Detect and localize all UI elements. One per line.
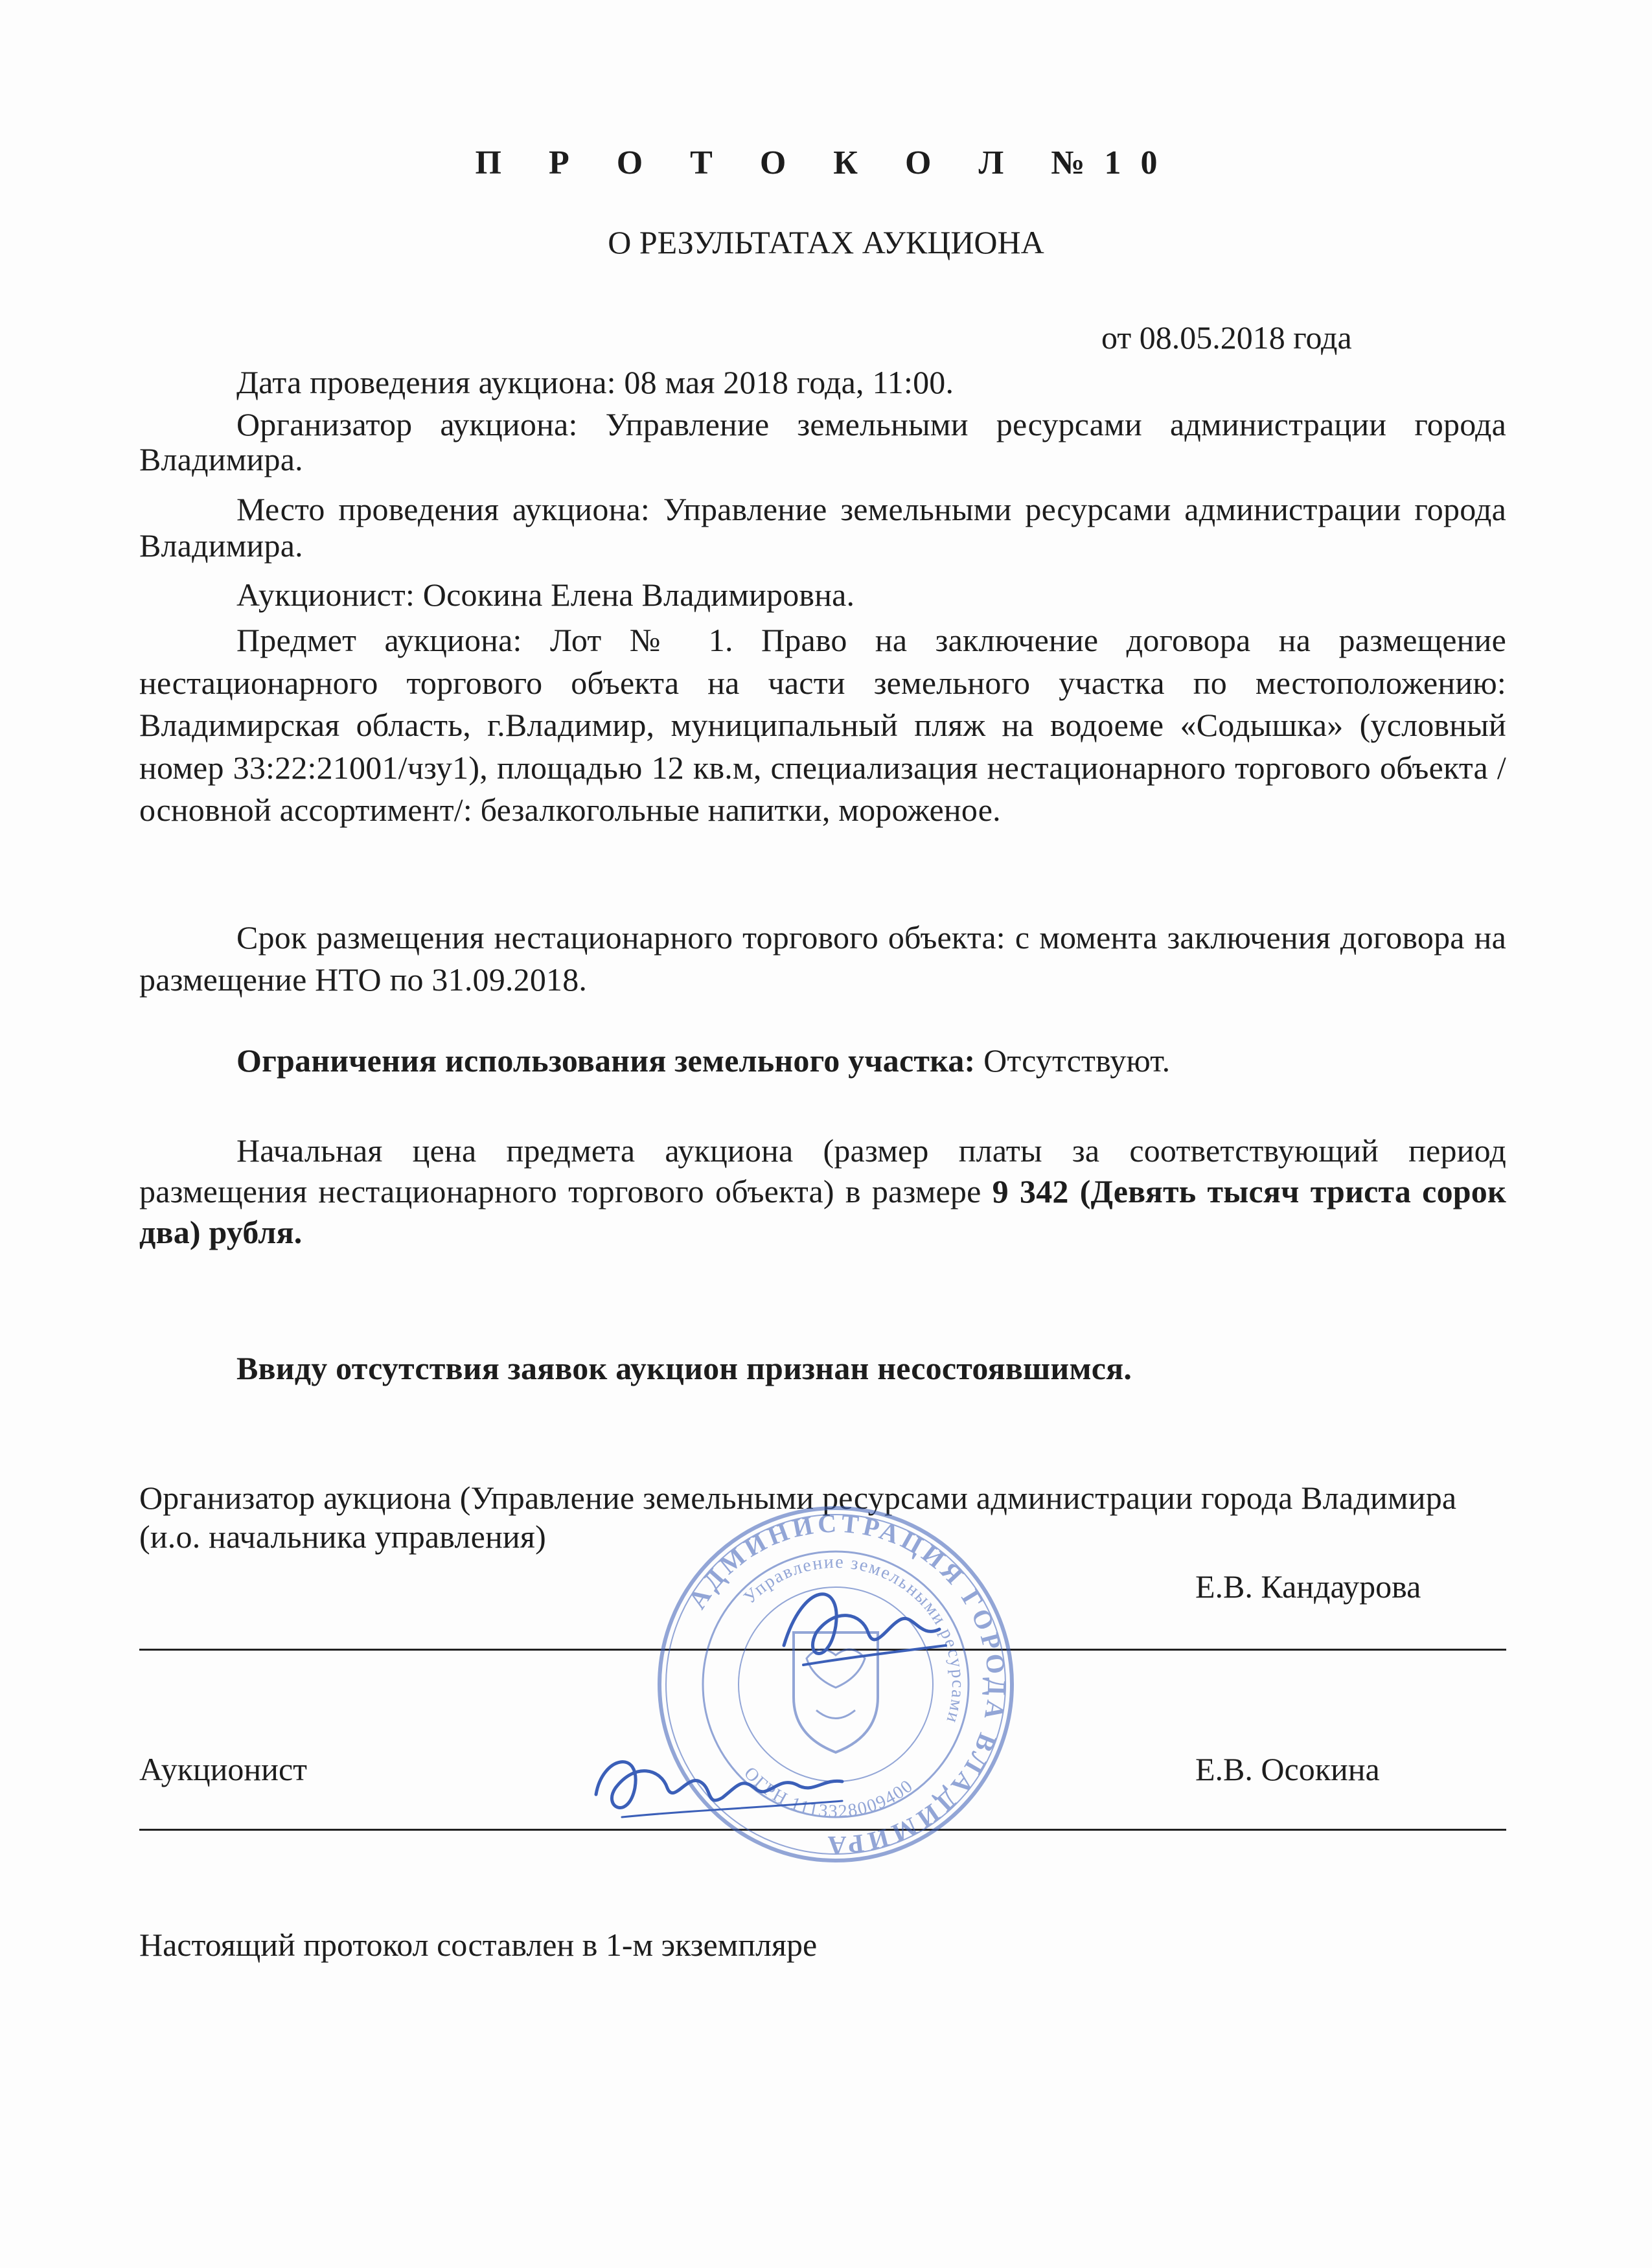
organizer-signature-name: Е.В. Кандаурова [1195,1568,1421,1605]
price-amount: 9 342 (Девять тысяч триста сорок два) рубля. [139,1173,1506,1250]
price-text: Начальная цена предмета аукциона (размер платы за соответствующий период размещения нестационарного торгового объекта) в размере [139,1132,1506,1209]
restrictions-paragraph [139,1043,1506,1078]
stamp-outer-text: АДМИНИСТРАЦИЯ ГОРОДА ВЛАДИМИРА [682,1508,1012,1861]
auctioneer-paragraph: Аукционист: Осокина Елена Владимировна. [236,577,855,613]
document-subtitle: О РЕЗУЛЬТАТАХ АУКЦИОНА [608,224,1044,260]
venue-paragraph: Место проведения аукциона: Управление земельными ресурсами администрации города Владимира. [139,491,1506,564]
term-paragraph: Срок размещения нестационарного торгового объекта: с момента заключения договора на размещение НТО по 31.09.2018. [139,919,1506,998]
auction-date-paragraph: Дата проведения аукциона: 08 мая 2018 года, 11:00. [236,364,954,400]
organizer-signature-label: Организатор аукциона (Управление земельными ресурсами администрации города Владимира (и.о. начальника управления) [139,1480,1457,1555]
price-paragraph [139,1130,1506,1253]
copies-note: Настоящий протокол составлен в 1-м экземпляре [139,1927,818,1963]
result-paragraph: Ввиду отсутствия заявок аукцион признан несостоявшимся. [236,1350,1132,1386]
stamp-inner-text: Управление земельными ресурсами [740,1552,969,1726]
document-date: от 08.05.2018 года [1101,319,1352,356]
organizer-paragraph: Организатор аукциона: Управление земельными ресурсами администрации города Владимира. [139,406,1506,477]
restrictions-value: Отсутствуют. [975,1042,1171,1079]
auctioneer-signature-name: Е.В. Осокина [1195,1751,1380,1787]
auctioneer-signature-label: Аукционист [139,1751,307,1787]
stamp-ogrn-text: ОГРН 1113328009400 [740,1763,917,1822]
subject-paragraph: Предмет аукциона: Лот № 1. Право на заключение договора на размещение нестационарного торгового объекта на части земельного участка по местоположению: Владимирская область, г.Владимир, муниципальный пляж на водоеме «Содышка» (условный номер 33:22:21001/чзу1), площадью 12 кв.м, специализация нестационарного торгового объекта /основной ассортимент/: безалкогольные напитки, мороженое. [139,622,1506,828]
document-title: П Р О Т О К О Л №10 [475,144,1177,181]
restrictions-label: Ограничения использования земельного участка: [236,1042,976,1079]
auctioneer-signature-mark [583,1723,855,1833]
organizer-signature-mark [764,1568,959,1697]
